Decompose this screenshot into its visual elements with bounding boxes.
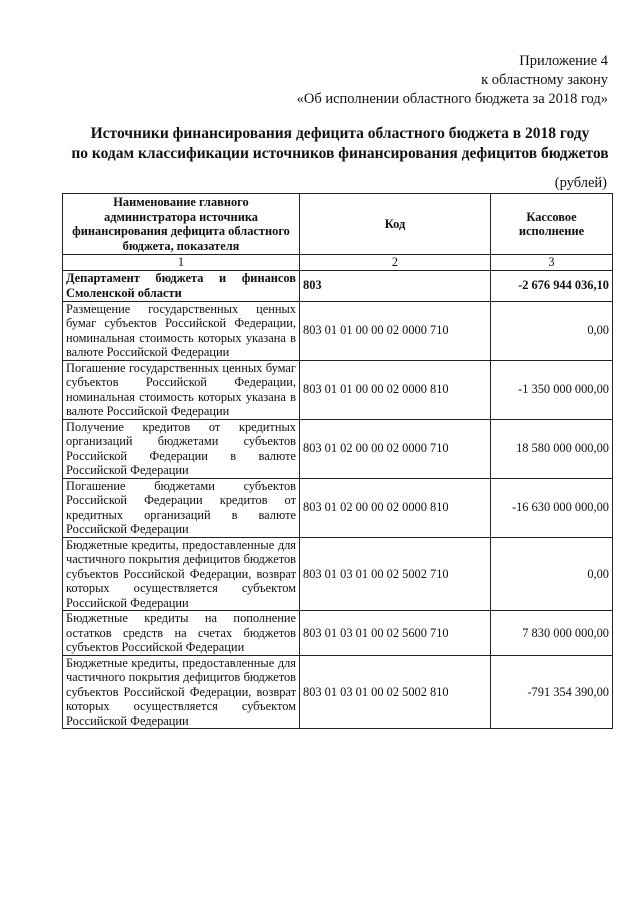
row-amount: 18 580 000 000,00	[491, 419, 613, 478]
document-title	[40, 124, 640, 164]
appendix-header	[297, 52, 608, 109]
table-row	[63, 301, 613, 360]
row-amount: 7 830 000 000,00	[491, 611, 613, 656]
row-name: Бюджетные кредиты, предоставленные для частичного покрытия дефицитов бюджетов субъектов Российской Федерации, возврат которых осуществляется субъектом Российской Федерации	[63, 537, 300, 611]
row-name: Получение кредитов от кредитных организаций бюджетами субъектов Российской Федерации в валюте Российской Федерации	[63, 419, 300, 478]
table-row	[63, 655, 613, 729]
column-number-2: 2	[300, 255, 491, 271]
department-name: Департамент бюджета и финансов Смоленской области	[63, 270, 300, 301]
row-code: 803 01 02 00 00 02 0000 710	[300, 419, 491, 478]
header-amount: Кассовое исполнение	[491, 194, 613, 255]
row-name: Размещение государственных ценных бумаг субъектов Российской Федерации, номинальная стоимость которых указана в валюте Российской Федерации	[63, 301, 300, 360]
header-name: Наименование главного администратора источника финансирования дефицита областного бюджета, показателя	[63, 194, 300, 255]
row-name: Бюджетные кредиты, предоставленные для частичного покрытия дефицитов бюджетов субъектов Российской Федерации, возврат которых осуществляется субъектом Российской Федерации	[63, 655, 300, 729]
department-code: 803	[300, 270, 491, 301]
row-amount: 0,00	[491, 301, 613, 360]
row-code: 803 01 01 00 00 02 0000 710	[300, 301, 491, 360]
row-code: 803 01 02 00 00 02 0000 810	[300, 478, 491, 537]
appendix-law-line-2: «Об исполнении областного бюджета за 2018 год»	[296, 91, 608, 107]
table-row	[63, 419, 613, 478]
row-amount: -791 354 390,00	[491, 655, 613, 729]
column-number-3: 3	[491, 255, 613, 271]
table-row	[63, 537, 613, 611]
column-number-1: 1	[63, 255, 300, 271]
column-number-row	[63, 255, 613, 271]
table-row	[63, 478, 613, 537]
financing-sources-table	[62, 193, 613, 729]
header-code: Код	[300, 194, 491, 255]
document-title-line-2: по кодам классификации источников финансирования дефицитов бюджетов	[71, 145, 609, 162]
row-name: Погашение бюджетами субъектов Российской Федерации кредитов от кредитных организаций в валюте Российской Федерации	[63, 478, 300, 537]
row-code: 803 01 03 01 00 02 5600 710	[300, 611, 491, 656]
department-row	[63, 270, 613, 301]
document-title-line-1: Источники финансирования дефицита областного бюджета в 2018 году	[90, 125, 590, 142]
appendix-law-line-1: к областному закону	[481, 72, 608, 88]
row-code: 803 01 03 01 00 02 5002 810	[300, 655, 491, 729]
table-header-row	[63, 194, 613, 255]
appendix-number: Приложение 4	[519, 53, 608, 69]
row-amount: -1 350 000 000,00	[491, 360, 613, 419]
table-row	[63, 360, 613, 419]
row-amount: 0,00	[491, 537, 613, 611]
row-amount: -16 630 000 000,00	[491, 478, 613, 537]
row-code: 803 01 01 00 00 02 0000 810	[300, 360, 491, 419]
table-row	[63, 611, 613, 656]
units-label: (рублей)	[554, 175, 607, 191]
department-amount: -2 676 944 036,10	[491, 270, 613, 301]
row-name: Бюджетные кредиты на пополнение остатков средств на счетах бюджетов субъектов Российской Федерации	[63, 611, 300, 656]
row-code: 803 01 03 01 00 02 5002 710	[300, 537, 491, 611]
row-name: Погашение государственных ценных бумаг субъектов Российской Федерации, номинальная стоимость которых указана в валюте Российской Федерации	[63, 360, 300, 419]
